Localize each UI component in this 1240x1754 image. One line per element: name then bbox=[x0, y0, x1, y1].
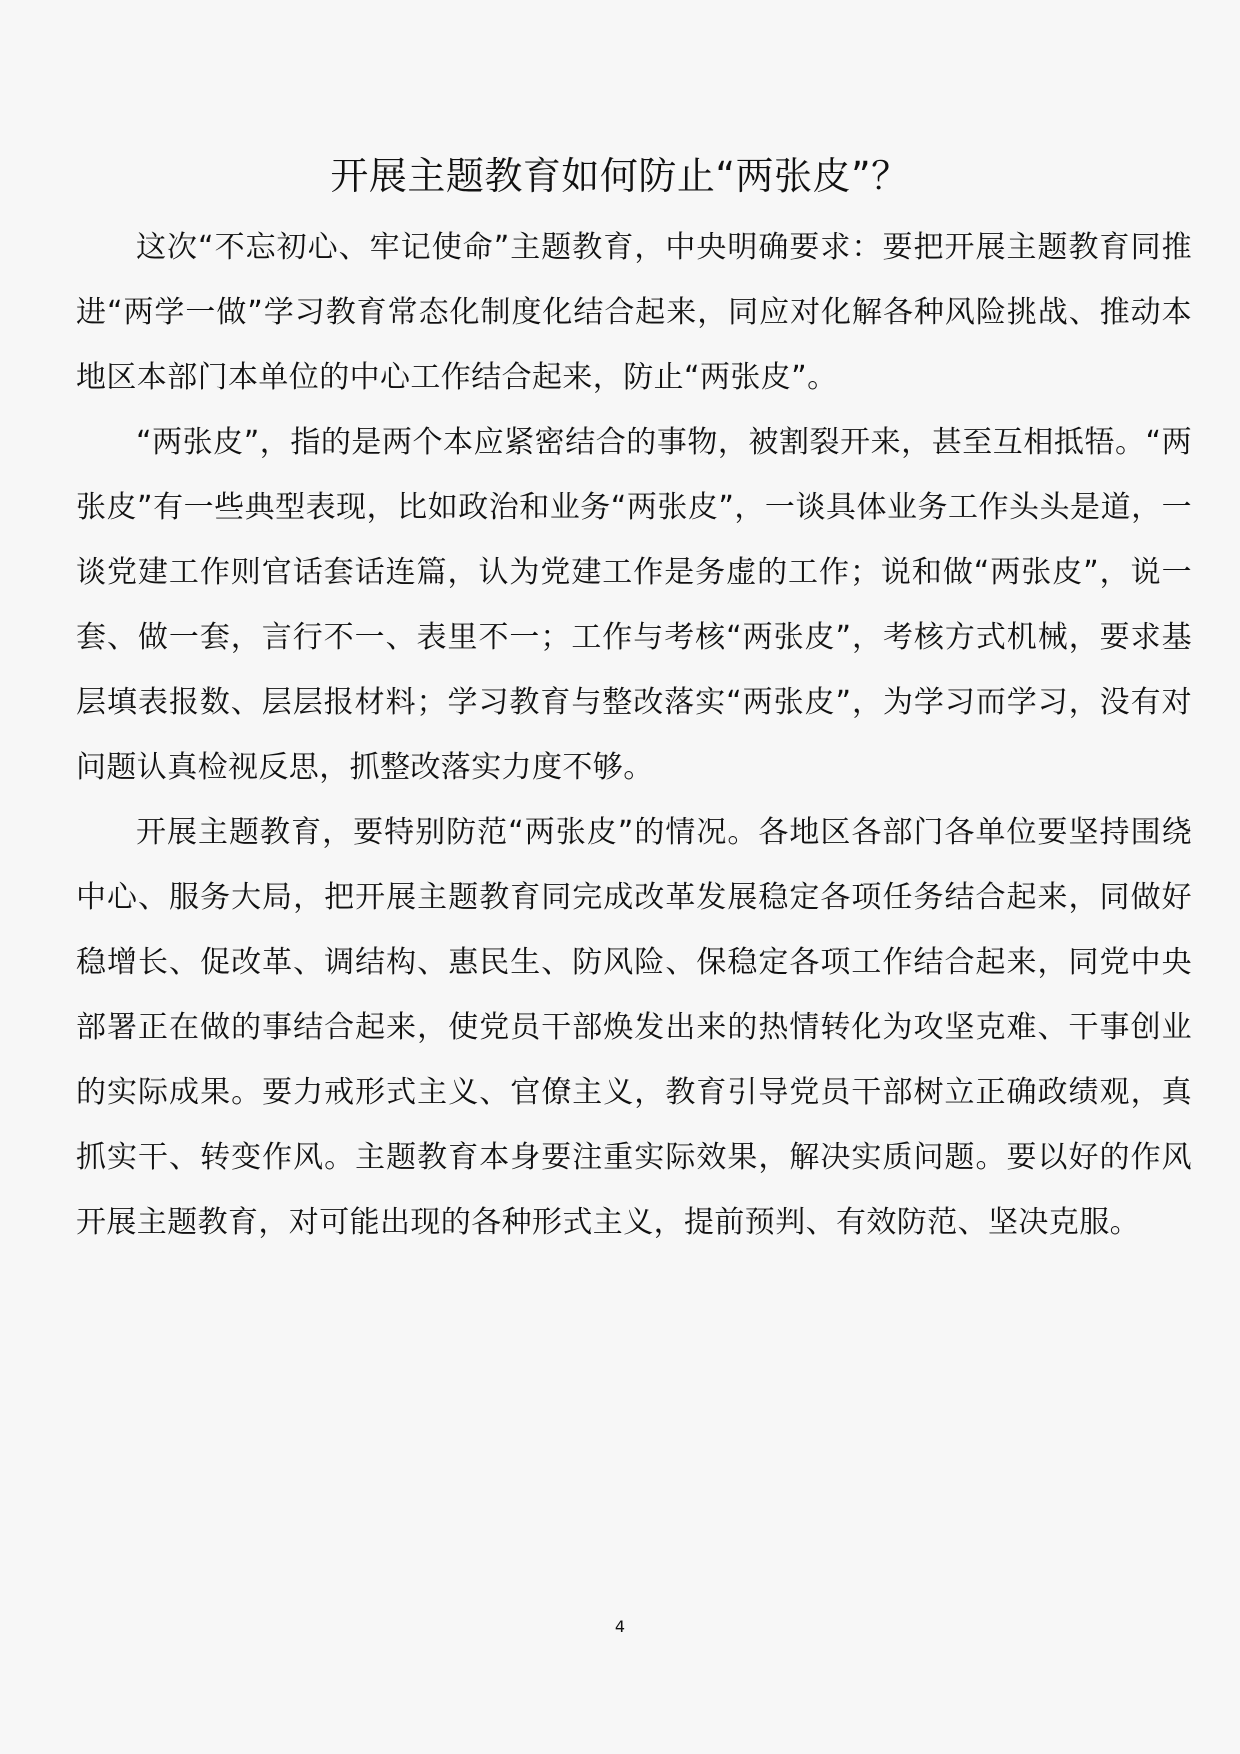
paragraph-3: 开展主题教育，要特别防范“两张皮”的情况。各地区各部门各单位要坚持围绕中心、服务大局，把开展主题教育同完成改革发展稳定各项任务结合起来，同做好稳增长、促改革、调结构、惠民生、防风险、保稳定各项工作结合起来，同党中央部署正在做的事结合起来，使党员干部焕发出来的热情转化为攻坚克难、干事创业的实际成果。要力戒形式主义、官僚主义，教育引导党员干部树立正确政绩观，真抓实干、转变作风。主题教育本身要注重实际效果，解决实质问题。要以好的作风开展主题教育，对可能出现的各种形式主义，提前预判、有效防范、坚决克服。 bbox=[76, 815, 1192, 1240]
document-body bbox=[76, 215, 1192, 1255]
page-number: 4 bbox=[614, 1617, 626, 1636]
paragraph-2: “两张皮”，指的是两个本应紧密结合的事物，被割裂开来，甚至互相抵牾。“两张皮”有一些典型表现，比如政治和业务“两张皮”，一谈具体业务工作头头是道，一谈党建工作则官话套话连篇，认为党建工作是务虚的工作；说和做“两张皮”，说一套、做一套，言行不一、表里不一；工作与考核“两张皮”，考核方式机械，要求基层填表报数、层层报材料；学习教育与整改落实“两张皮”，为学习而学习，没有对问题认真检视反思，抓整改落实力度不够。 bbox=[76, 425, 1192, 785]
paragraph-1: 这次“不忘初心、牢记使命”主题教育，中央明确要求：要把开展主题教育同推进“两学一做”学习教育常态化制度化结合起来，同应对化解各种风险挑战、推动本地区本部门本单位的中心工作结合起来，防止“两张皮”。 bbox=[76, 230, 1192, 395]
document-title: 开展主题教育如何防止“两张皮”？ bbox=[330, 154, 910, 198]
